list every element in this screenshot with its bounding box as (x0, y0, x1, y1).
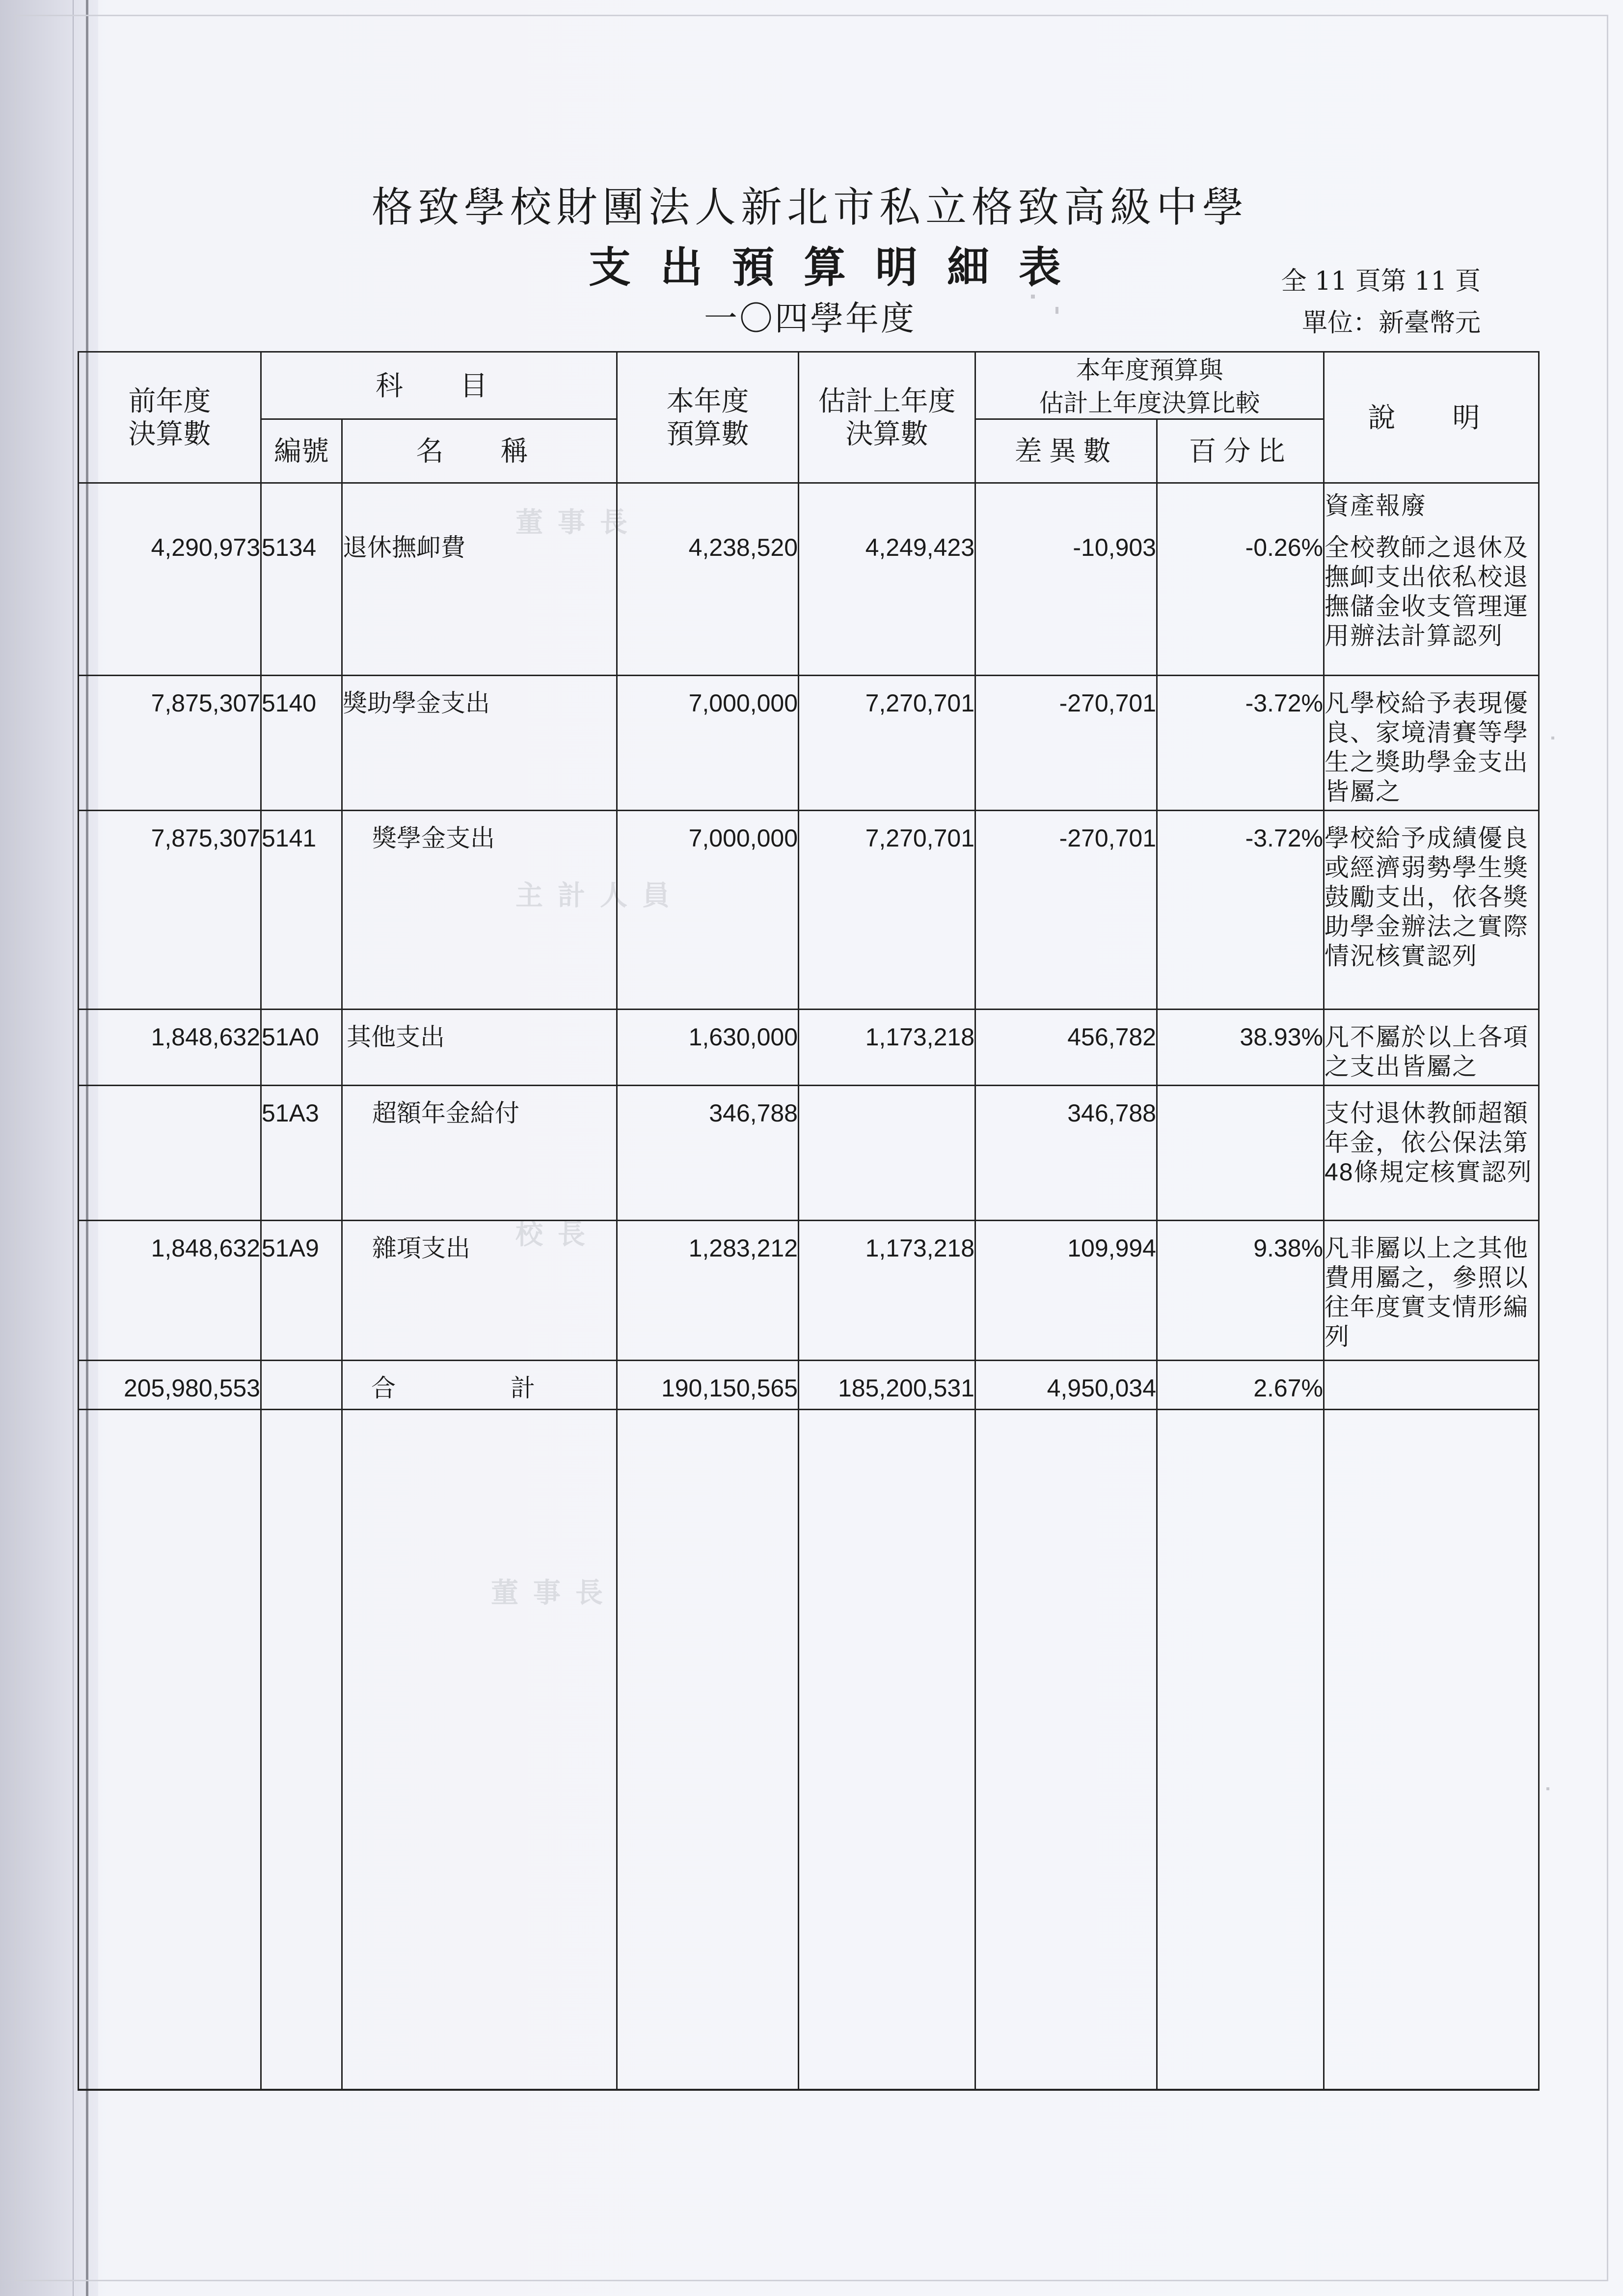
cell-budget: 7,000,000 (617, 810, 799, 1009)
cell-diff: -270,701 (975, 675, 1157, 810)
cell-diff: -270,701 (975, 810, 1157, 1009)
unit-label: 單位：新臺幣元 (1301, 308, 1481, 338)
cell-percent: -0.26% (1157, 520, 1324, 675)
cell-est-prev: 7,270,701 (799, 675, 975, 810)
header-est-prev: 估計上年度 決算數 (799, 352, 975, 483)
cell-est-prev (799, 1085, 975, 1220)
table-row (79, 1009, 1539, 1085)
bleed-through-text: 董事長 (491, 1577, 618, 1609)
total-diff: 4,950,034 (975, 1360, 1157, 1409)
header-prev-actual: 前年度 決算數 (79, 352, 261, 483)
total-est-prev: 185,200,531 (799, 1360, 975, 1409)
cell-prev-actual: 4,290,973 (79, 520, 261, 675)
header-diff: 差異數 (975, 419, 1157, 483)
cell-budget: 7,000,000 (617, 675, 799, 810)
total-prev-actual: 205,980,553 (79, 1360, 261, 1409)
cell-percent: 9.38% (1157, 1220, 1324, 1360)
total-label: 合計 (342, 1360, 617, 1409)
cell-code: 51A0 (261, 1009, 342, 1085)
cell-est-prev: 1,173,218 (799, 1220, 975, 1360)
cell-note: 全校教師之退休及撫卹支出依私校退撫儲金收支管理運用辦法計算認列 (1324, 520, 1539, 675)
cell-code: 5141 (261, 810, 342, 1009)
cell-code: 51A9 (261, 1220, 342, 1360)
cell-diff: 109,994 (975, 1220, 1157, 1360)
page-info: 全 11 頁第 11 頁 (1281, 267, 1481, 296)
header-budget: 本年度 預算數 (617, 352, 799, 483)
total-row (79, 1360, 1539, 1409)
empty-table-area (79, 1409, 1539, 2090)
cell-budget: 346,788 (617, 1085, 799, 1220)
cell-name: 其他支出 (342, 1009, 617, 1085)
cell-est-prev: 4,249,423 (799, 520, 975, 675)
cell-percent: 38.93% (1157, 1009, 1324, 1085)
table-row (79, 1085, 1539, 1220)
header-comparison: 本年度預算與 估計上年度決算比較 (975, 352, 1324, 419)
cell-note: 凡不屬於以上各項之支出皆屬之 (1324, 1009, 1539, 1085)
cell-prev-actual: 1,848,632 (79, 1009, 261, 1085)
cell-code: 51A3 (261, 1085, 342, 1220)
cell-name: 超額年金給付 (342, 1085, 617, 1220)
header-name: 名 稱 (342, 419, 617, 483)
cell-name: 獎學金支出 (342, 810, 617, 1009)
table-row (79, 1220, 1539, 1360)
bleed-through-text: 主計人員 (515, 879, 684, 912)
cell-note: 凡非屬以上之其他費用屬之，參照以往年度實支情形編列 (1324, 1220, 1539, 1360)
cell-diff: 346,788 (975, 1085, 1157, 1220)
document-title: 支出預算明細表 (589, 243, 1090, 292)
cell-percent: -3.72% (1157, 675, 1324, 810)
cell-prev-actual: 7,875,307 (79, 675, 261, 810)
cell-note: 學校給予成績優良或經濟弱勢學生獎鼓勵支出，依各獎助學金辦法之實際情況核實認列 (1324, 810, 1539, 1009)
carryover-row (79, 483, 1539, 521)
bleed-through-text: 董事長 (515, 506, 642, 539)
cell-code: 5140 (261, 675, 342, 810)
cell-code: 5134 (261, 520, 342, 675)
table-row (79, 675, 1539, 810)
total-percent: 2.67% (1157, 1360, 1324, 1409)
cell-name: 獎助學金支出 (342, 675, 617, 810)
scan-speck (1546, 1787, 1549, 1790)
cell-budget: 4,238,520 (617, 520, 799, 675)
cell-name: 雜項支出 (342, 1220, 617, 1360)
cell-percent (1157, 1085, 1324, 1220)
cell-prev-actual (79, 1085, 261, 1220)
header-note: 說 明 (1324, 352, 1539, 483)
scan-speck (1551, 737, 1554, 739)
cell-note: 支付退休教師超額年金，依公保法第48條規定核實認列 (1324, 1085, 1539, 1220)
scan-speck (1055, 307, 1058, 314)
scan-speck (1031, 295, 1035, 299)
cell-diff: 456,782 (975, 1009, 1157, 1085)
table-row (79, 520, 1539, 675)
header-subject: 科 目 (261, 352, 617, 419)
school-year: 一〇四學年度 (703, 300, 916, 338)
bleed-through-text: 校長 (515, 1218, 600, 1251)
total-budget: 190,150,565 (617, 1360, 799, 1409)
cell-percent: -3.72% (1157, 810, 1324, 1009)
organization-title: 格致學校財團法人新北市私立格致高級中學 (371, 183, 1248, 231)
cell-prev-actual: 1,848,632 (79, 1220, 261, 1360)
cell-diff: -10,903 (975, 520, 1157, 675)
cell-note: 凡學校給予表現優良、家境清賽等學生之獎助學金支出皆屬之 (1324, 675, 1539, 810)
header-percent: 百分比 (1157, 419, 1324, 483)
expense-budget-table (78, 351, 1540, 2091)
cell-budget: 1,630,000 (617, 1009, 799, 1085)
cell-est-prev: 1,173,218 (799, 1009, 975, 1085)
carryover-note: 資產報廢 (1324, 483, 1539, 521)
cell-prev-actual: 7,875,307 (79, 810, 261, 1009)
cell-budget: 1,283,212 (617, 1220, 799, 1360)
header-code: 編號 (261, 419, 342, 483)
table-row (79, 810, 1539, 1009)
cell-est-prev: 7,270,701 (799, 810, 975, 1009)
cell-name: 退休撫卹費 (342, 520, 617, 675)
